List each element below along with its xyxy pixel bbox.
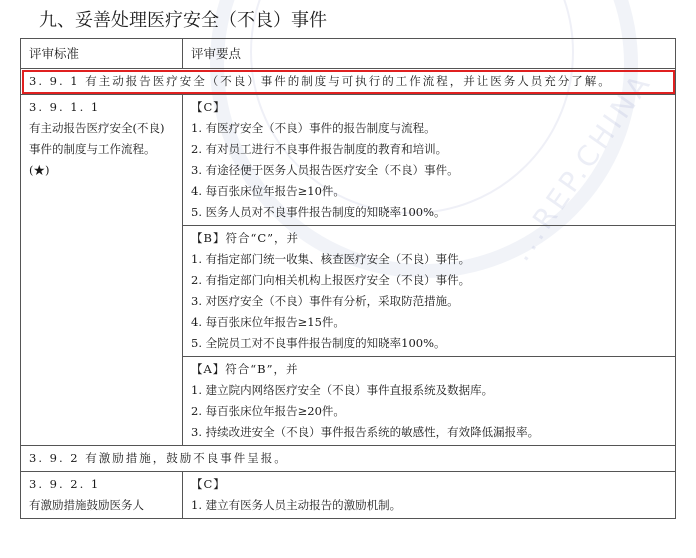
list-item: 2. 有指定部门向相关机构上报医疗安全（不良）事件。 bbox=[191, 273, 471, 287]
list-item: 1. 有指定部门统一收集、核查医疗安全（不良）事件。 bbox=[191, 252, 471, 266]
page-title: 九、妥善处理医疗安全（不良）事件 bbox=[39, 10, 327, 31]
standard-row bbox=[21, 95, 676, 226]
standard-row bbox=[21, 472, 676, 519]
header-key-points: 评审要点 bbox=[183, 39, 676, 69]
list-item: 1. 建立院内网络医疗安全（不良）事件直报系统及数据库。 bbox=[191, 383, 494, 397]
seal-watermark-text: ...REP.CHINA bbox=[503, 66, 659, 267]
level-items bbox=[191, 495, 667, 516]
level-c-cell bbox=[183, 95, 676, 226]
section-row bbox=[21, 69, 676, 95]
section-text: 3. 9. 2 有激励措施，鼓励不良事件呈报。 bbox=[29, 451, 288, 465]
level-a-cell bbox=[183, 357, 676, 446]
list-item: 2. 每百张床位年报告≥20件。 bbox=[191, 404, 345, 418]
section-3-9-2 bbox=[21, 446, 676, 472]
standard-desc: 有激励措施鼓励医务人 bbox=[29, 498, 144, 512]
level-items bbox=[191, 118, 667, 223]
list-item: 4. 每百张床位年报告≥15件。 bbox=[191, 315, 345, 329]
list-item: 5. 医务人员对不良事件报告制度的知晓率100%。 bbox=[191, 205, 446, 219]
standard-code: 3. 9. 2. 1 bbox=[29, 477, 101, 491]
table-header-row bbox=[21, 39, 676, 69]
standard-desc: 有主动报告医疗安全(不良)事件的制度与工作流程。(★) bbox=[29, 121, 165, 177]
standard-cell-3-9-1-1 bbox=[21, 95, 183, 446]
list-item: 3. 对医疗安全（不良）事件有分析，采取防范措施。 bbox=[191, 294, 459, 308]
level-title: 【C】 bbox=[191, 477, 226, 491]
list-item: 3. 持续改进安全（不良）事件报告系统的敏感性，有效降低漏报率。 bbox=[191, 425, 540, 439]
level-b-cell bbox=[183, 226, 676, 357]
level-title: 【C】 bbox=[191, 100, 226, 114]
criteria-table bbox=[20, 38, 676, 519]
level-items bbox=[191, 249, 667, 354]
level-title: 【B】符合“C”，并 bbox=[191, 231, 300, 245]
list-item: 1. 建立有医务人员主动报告的激励机制。 bbox=[191, 498, 402, 512]
list-item: 2. 有对员工进行不良事件报告制度的教育和培训。 bbox=[191, 142, 448, 156]
list-item: 1. 有医疗安全（不良）事件的报告制度与流程。 bbox=[191, 121, 436, 135]
level-items bbox=[191, 380, 667, 443]
list-item: 3. 有途径便于医务人员报告医疗安全（不良）事件。 bbox=[191, 163, 459, 177]
section-row bbox=[21, 446, 676, 472]
header-standard: 评审标准 bbox=[21, 39, 183, 69]
section-3-9-1 bbox=[21, 69, 676, 95]
list-item: 4. 每百张床位年报告≥10件。 bbox=[191, 184, 345, 198]
section-text: 3. 9. 1 有主动报告医疗安全（不良）事件的制度与可执行的工作流程，并让医务人员充分了解。 bbox=[29, 74, 612, 88]
level-c-cell bbox=[183, 472, 676, 519]
standard-cell-3-9-2-1 bbox=[21, 472, 183, 519]
level-title: 【A】符合“B”，并 bbox=[191, 362, 299, 376]
list-item: 5. 全院员工对不良事件报告制度的知晓率100%。 bbox=[191, 336, 446, 350]
standard-code: 3. 9. 1. 1 bbox=[29, 100, 101, 114]
